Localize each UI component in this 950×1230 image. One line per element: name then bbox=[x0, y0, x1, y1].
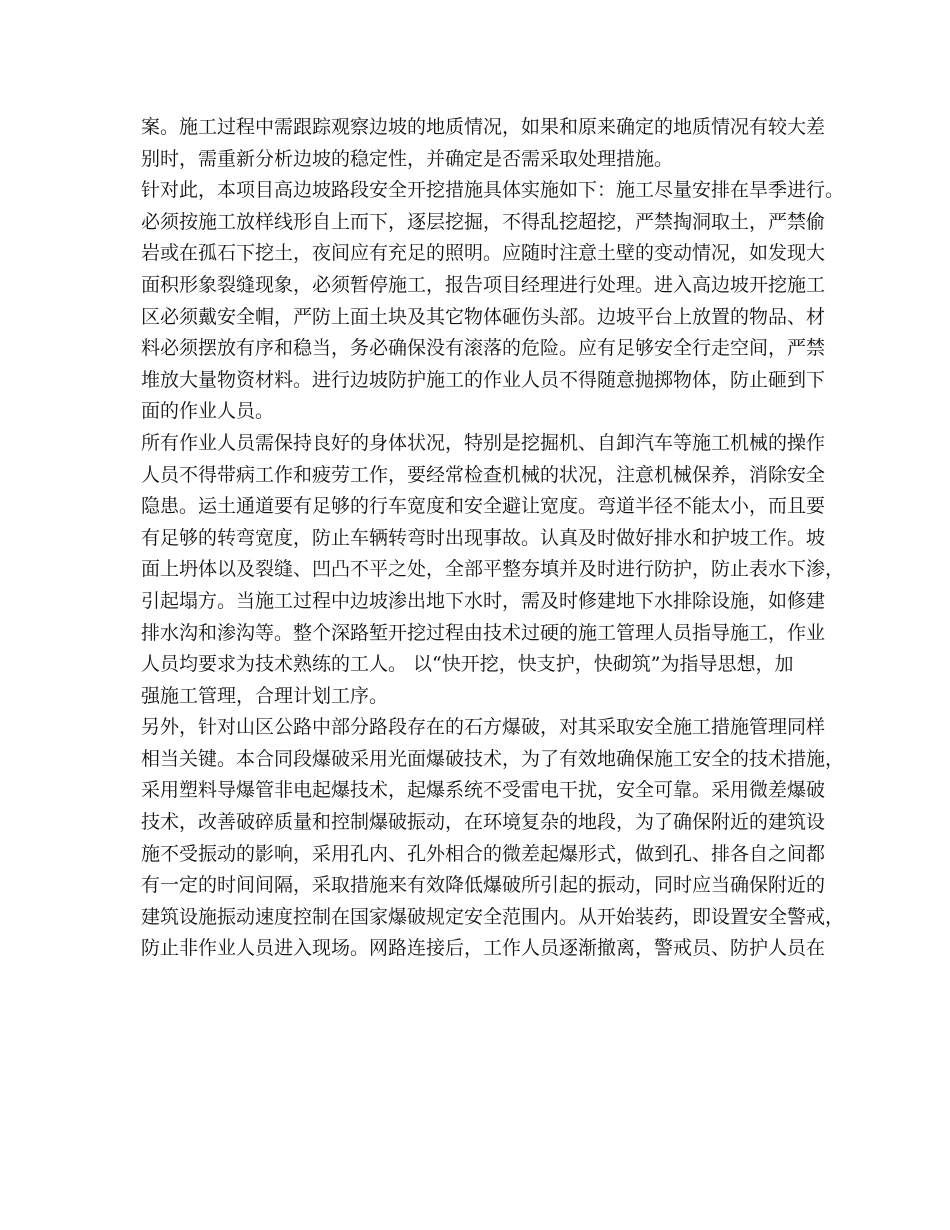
text-line: 技术，改善破碎质量和控制爆破振动，在环境复杂的地段，为了确保附近的建筑设 bbox=[141, 811, 826, 834]
text-line: 所有作业人员需保持良好的身体状况，特别是挖掘机、自卸汽车等施工机械的操作 bbox=[141, 431, 826, 454]
text-line: 施不受振动的影响，采用孔内、孔外相合的微差起爆形式，做到孔、排各自之间都 bbox=[141, 842, 826, 865]
body-text bbox=[141, 112, 845, 965]
text-line: 有一定的时间间隔，采取措施来有效降低爆破所引起的振动，同时应当确保附近的 bbox=[141, 874, 826, 897]
text-line: 案。施工过程中需跟踪观察边坡的地质情况，如果和原来确定的地质情况有较大差 bbox=[141, 116, 826, 138]
text-line: 人员均要求为技术熟练的工人。 以“快开挖，快支护，快砌筑”为指导思想，加 bbox=[141, 653, 794, 676]
text-line: 相当关键。本合同段爆破采用光面爆破技术，为了有效地确保施工安全的技术措施， bbox=[141, 747, 845, 770]
text-line: 人员不得带病工作和疲劳工作，要经常检查机械的状况，注意机械保养，消除安全 bbox=[141, 463, 826, 486]
text-line: 针对此，本项目高边坡路段安全开挖措施具体实施如下：施工尽量安排在旱季进行。 bbox=[141, 179, 845, 202]
text-line: 区必须戴安全帽，严防上面土块及其它物体砸伤头部。边坡平台上放置的物品、材 bbox=[141, 305, 826, 328]
text-line: 面上坍体以及裂缝、凹凸不平之处，全部平整夯填并及时进行防护，防止表水下渗， bbox=[141, 558, 845, 581]
text-line: 料必须摆放有序和稳当，务必确保没有滚落的危险。应有足够安全行走空间，严禁 bbox=[141, 337, 826, 360]
text-line: 面的作业人员。 bbox=[141, 400, 275, 423]
text-line: 排水沟和渗沟等。整个深路堑开挖过程由技术过硬的施工管理人员指导施工，作业 bbox=[141, 621, 826, 644]
text-line: 必须按施工放样线形自上而下，逐层挖掘，不得乱挖超挖，严禁掏洞取土，严禁偷 bbox=[141, 210, 826, 233]
text-line: 采用塑料导爆管非电起爆技术，起爆系统不受雷电干扰，安全可靠。采用微差爆破 bbox=[141, 779, 826, 802]
text-line: 别时，需重新分析边坡的稳定性，并确定是否需采取处理措施。 bbox=[141, 147, 674, 170]
text-line: 岩或在孤石下挖土，夜间应有充足的照明。应随时注意土壁的变动情况，如发现大 bbox=[141, 242, 826, 265]
text-line: 另外，针对山区公路中部分路段存在的石方爆破，对其采取安全施工措施管理同样 bbox=[141, 716, 826, 739]
text-line: 建筑设施振动速度控制在国家爆破规定安全范围内。从开始装药，即设置安全警戒， bbox=[141, 905, 845, 928]
text-line: 防止非作业人员进入现场。网路连接后，工作人员逐渐撤离，警戒员、防护人员在 bbox=[141, 937, 826, 960]
text-line: 强施工管理，合理计划工序。 bbox=[141, 684, 389, 707]
text-line: 隐患。运土通道要有足够的行车宽度和安全避让宽度。弯道半径不能太小，而且要 bbox=[141, 495, 826, 518]
text-line: 堆放大量物资材料。进行边坡防护施工的作业人员不得随意抛掷物体，防止砸到下 bbox=[141, 368, 826, 391]
text-line: 面积形象裂缝现象，必须暂停施工，报告项目经理进行处理。进入高边坡开挖施工 bbox=[141, 273, 826, 296]
text-line: 引起塌方。当施工过程中边坡渗出地下水时，需及时修建地下水排除设施，如修建 bbox=[141, 589, 826, 612]
text-line: 有足够的转弯宽度，防止车辆转弯时出现事故。认真及时做好排水和护坡工作。坡 bbox=[141, 526, 826, 549]
